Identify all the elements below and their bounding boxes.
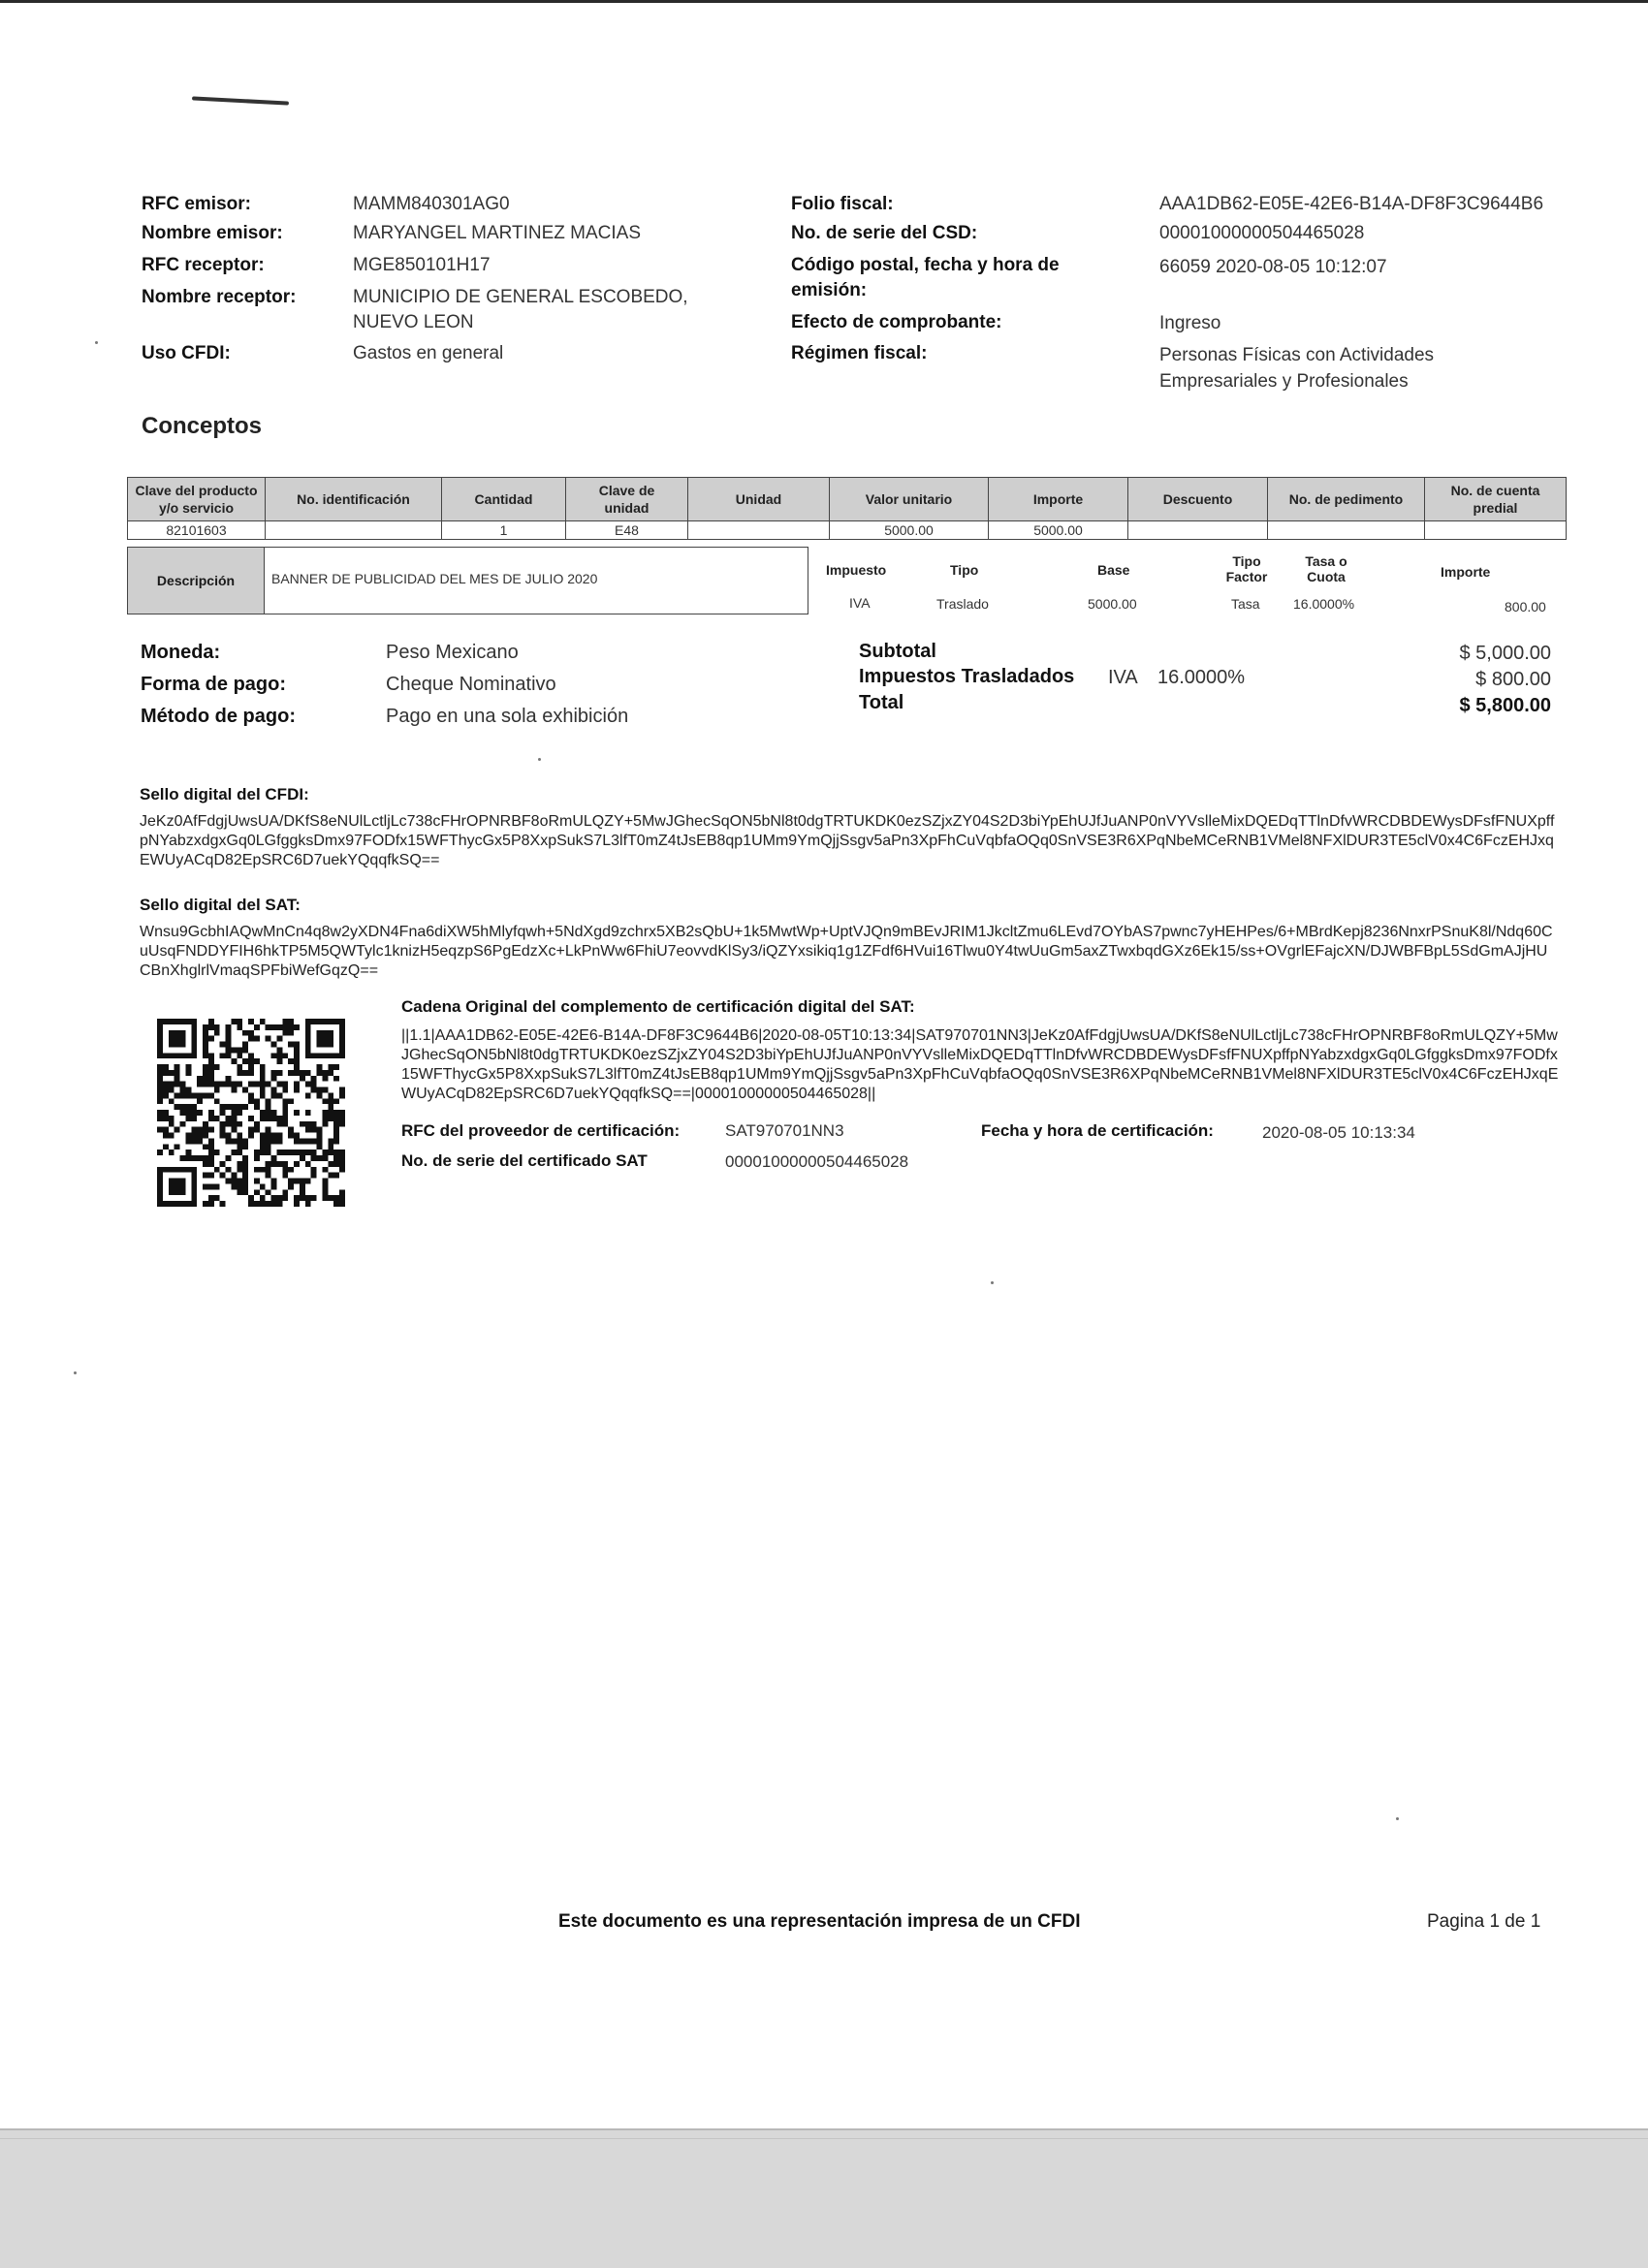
serie-csd-label: No. de serie del CSD: <box>791 223 978 243</box>
moneda-value: Peso Mexicano <box>386 642 519 663</box>
header-clave-producto: Clave del producto y/o servicio <box>128 478 266 521</box>
nombre-emisor-value: MARYANGEL MARTINEZ MACIAS <box>353 223 642 243</box>
cell-valor-unitario: 5000.00 <box>830 521 989 540</box>
serie-sat-label: No. de serie del certificado SAT <box>401 1151 648 1170</box>
impuestos-tasa: 16.0000% <box>1157 667 1246 688</box>
header-importe: Importe <box>989 478 1128 521</box>
scan-top-edge <box>0 0 1648 3</box>
subtotal-label: Subtotal <box>859 641 936 662</box>
pen-mark <box>192 96 289 105</box>
total-label: Total <box>859 692 904 713</box>
sello-cfdi-label: Sello digital del CFDI: <box>140 785 309 803</box>
total-value: $ 5,800.00 <box>1459 695 1551 716</box>
scan-speck <box>991 1281 994 1284</box>
subtotal-value: $ 5,000.00 <box>1459 643 1551 664</box>
scan-speck <box>1396 1817 1399 1820</box>
uso-cfdi-value: Gastos en general <box>353 343 504 363</box>
regimen-line2: Empresariales y Profesionales <box>1159 371 1409 392</box>
rfc-emisor-label: RFC emisor: <box>142 194 251 214</box>
imp-header-tipo-factor: Tipo Factor <box>1225 553 1268 584</box>
conceptos-table <box>127 477 1567 540</box>
imp-header-tipo: Tipo <box>950 562 979 578</box>
imp-value-importe: 800.00 <box>1505 599 1546 614</box>
cp-fecha-label-line1: Código postal, fecha y hora de <box>791 255 1060 275</box>
metodo-pago-label: Método de pago: <box>141 706 296 727</box>
cp-fecha-value: 66059 2020-08-05 10:12:07 <box>1159 257 1387 277</box>
serie-sat-value: 00001000000504465028 <box>725 1152 909 1171</box>
rfc-receptor-value: MGE850101H17 <box>353 255 491 275</box>
header-no-cuenta-predial: No. de cuenta predial <box>1425 478 1567 521</box>
folio-fiscal-label: Folio fiscal: <box>791 194 894 214</box>
moneda-label: Moneda: <box>141 642 221 663</box>
cp-fecha-label-line2: emisión: <box>791 280 868 300</box>
conceptos-header-row <box>128 478 1567 521</box>
cell-descuento <box>1128 521 1268 540</box>
cell-importe: 5000.00 <box>989 521 1128 540</box>
rfc-receptor-label: RFC receptor: <box>142 255 265 275</box>
forma-pago-label: Forma de pago: <box>141 674 287 695</box>
header-no-pedimento: No. de pedimento <box>1268 478 1425 521</box>
scan-bottom-edge <box>0 2128 1648 2268</box>
regimen-label: Régimen fiscal: <box>791 343 928 363</box>
cell-cantidad: 1 <box>442 521 566 540</box>
serie-csd-value: 00001000000504465028 <box>1159 223 1365 243</box>
header-no-identificacion: No. identificación <box>266 478 442 521</box>
table-row <box>128 521 1567 540</box>
imp-header-base: Base <box>1097 562 1130 578</box>
cell-no-cuenta-predial <box>1425 521 1567 540</box>
nombre-receptor-line1: MUNICIPIO DE GENERAL ESCOBEDO, <box>353 287 688 307</box>
header-descuento: Descuento <box>1128 478 1268 521</box>
fecha-certificacion-value: 2020-08-05 10:13:34 <box>1262 1123 1415 1142</box>
conceptos-title: Conceptos <box>142 413 263 439</box>
header-valor-unitario: Valor unitario <box>830 478 989 521</box>
sello-sat-text: Wnsu9GcbhIAQwMnCn4q8w2yXDN4Fna6diXW5hMlyfqwh+5NdXgd9zchrx5XB2sQbU+1k5MwtWp+UptVJQn9mBEvJRIM1JkcltZmu6LEvd7OYbAS7pwnc7yHEHPes/6+MBrdKepj8236NnxrPSnuK8l/Ndq60CuUsqFNDDYFIH6hkTP5M5QWTylc1knizH5eqzpS6PgEdzXc+LkPnWw6FhiU7eovvdKlSy3/iQZYxsikiq1g1ZFdf6HVui16Tlwu0Y4twUuGm5axZTwxbqdGXz6Ek15/ss+OVgrlEFajcXN/DJWBFBpL5SdGmAJjHUCBnXhglrlVmaqSPFbiWefGqzQ== <box>140 924 1553 979</box>
cell-clave-unidad: E48 <box>566 521 688 540</box>
scan-speck <box>95 341 98 344</box>
imp-value-base: 5000.00 <box>1088 596 1137 612</box>
imp-value-impuesto: IVA <box>849 595 871 611</box>
footer-caption: Este documento es una representación impresa de un CFDI <box>558 1911 1081 1932</box>
efecto-label: Efecto de comprobante: <box>791 312 1002 332</box>
forma-pago-value: Cheque Nominativo <box>386 674 556 695</box>
nombre-receptor-line2: NUEVO LEON <box>353 312 474 332</box>
cadena-original-text: ||1.1|AAA1DB62-E05E-42E6-B14A-DF8F3C9644B6|2020-08-05T10:13:34|SAT970701NN3|JeKz0AfFdgjUwsUA/DKfS8eNUlLctljLc738cFHrOPNRBF8oRmULQZY+5MwJGhecSqON5bNl8t0dgTRTUKDK0ezSZjxZY04S2D3biYpEhUJfJuANP0nVYVslleMixDQEDqTTlnDfvWRCDBDEWysDFsfFNUXpffpNYabzxdgxGq0LGfggksDmx97FODfx15WFThycGx5P8XxpSukS7L3lfT0mZ4tJsEB8qp1UMm9YmQjjSsgv5aPn3XpFhCuVqbfaOQq0SnVSE3R6XPqNbeMCeRNB1VMel8NFXlDUR3TE5clV0x4C6FczEHJxqEWUyACqD82EpSRC6D7uekYQqqfkSQ==|00001000000504465028|| <box>401 1027 1559 1102</box>
header-unidad: Unidad <box>688 478 830 521</box>
imp-value-tipo-factor: Tasa <box>1231 596 1260 612</box>
uso-cfdi-label: Uso CFDI: <box>142 343 231 363</box>
imp-header-tasa: Tasa o Cuota <box>1305 553 1347 584</box>
impuestos-value: $ 800.00 <box>1475 669 1551 690</box>
impuestos-trasladados-label: Impuestos Trasladados <box>859 666 1075 687</box>
metodo-pago-value: Pago en una sola exhibición <box>386 706 629 727</box>
header-cantidad: Cantidad <box>442 478 566 521</box>
imp-header-impuesto: Impuesto <box>826 562 887 578</box>
sello-cfdi-text: JeKz0AfFdgjUwsUA/DKfS8eNUlLctljLc738cFHrOPNRBF8oRmULQZY+5MwJGhecSqON5bNl8t0dgTRTUKDK0ezSZjxZY04S2D3biYpEhUJfJuANP0nVYVslleMixDQEDqTTlnDfvWRCDBDEWysDFsfFNUXpffpNYabzxdgxGq0LGfggksDmx97FODfx15WFThycGx5P8XxpSukS7L3lfT0mZ4tJsEB8qp1UMm9YmQjjSsgv5aPn3XpFhCuVqbfaOQq0SnVSE3R6XPqNbeMCeRNB1VMel8NFXlDUR3TE5clV0x4C6FczEHJxqEWUyACqD82EpSRC6D7uekYQqqfkSQ== <box>140 813 1555 868</box>
cell-no-identificacion <box>266 521 442 540</box>
folio-fiscal-value: AAA1DB62-E05E-42E6-B14A-DF8F3C9644B6 <box>1159 194 1544 214</box>
imp-header-importe: Importe <box>1441 564 1491 580</box>
cell-unidad <box>688 521 830 540</box>
rfc-emisor-value: MAMM840301AG0 <box>353 194 510 214</box>
descripcion-text: BANNER DE PUBLICIDAD DEL MES DE JULIO 2020 <box>271 571 598 586</box>
imp-value-tipo: Traslado <box>936 596 989 612</box>
scan-speck <box>74 1371 77 1374</box>
descripcion-box <box>127 547 808 614</box>
nombre-receptor-label: Nombre receptor: <box>142 287 297 307</box>
nombre-emisor-label: Nombre emisor: <box>142 223 283 243</box>
descripcion-label: Descripción <box>128 548 265 614</box>
efecto-value: Ingreso <box>1159 313 1221 333</box>
header-clave-unidad: Clave de unidad <box>566 478 688 521</box>
qr-code-icon <box>157 1018 345 1208</box>
scan-speck <box>538 758 541 761</box>
footer-page-number: Pagina 1 de 1 <box>1427 1911 1541 1932</box>
rfc-proveedor-label: RFC del proveedor de certificación: <box>401 1121 681 1140</box>
sello-sat-label: Sello digital del SAT: <box>140 896 301 914</box>
impuestos-tipo: IVA <box>1108 667 1138 688</box>
rfc-proveedor-value: SAT970701NN3 <box>725 1121 844 1140</box>
regimen-line1: Personas Físicas con Actividades <box>1159 345 1435 365</box>
imp-value-tasa: 16.0000% <box>1293 596 1355 612</box>
cell-no-pedimento <box>1268 521 1425 540</box>
cell-clave: 82101603 <box>128 521 266 540</box>
cadena-original-label: Cadena Original del complemento de certificación digital del SAT: <box>401 997 915 1016</box>
fecha-certificacion-label: Fecha y hora de certificación: <box>981 1121 1214 1140</box>
scan-bottom-line <box>0 2138 1648 2139</box>
